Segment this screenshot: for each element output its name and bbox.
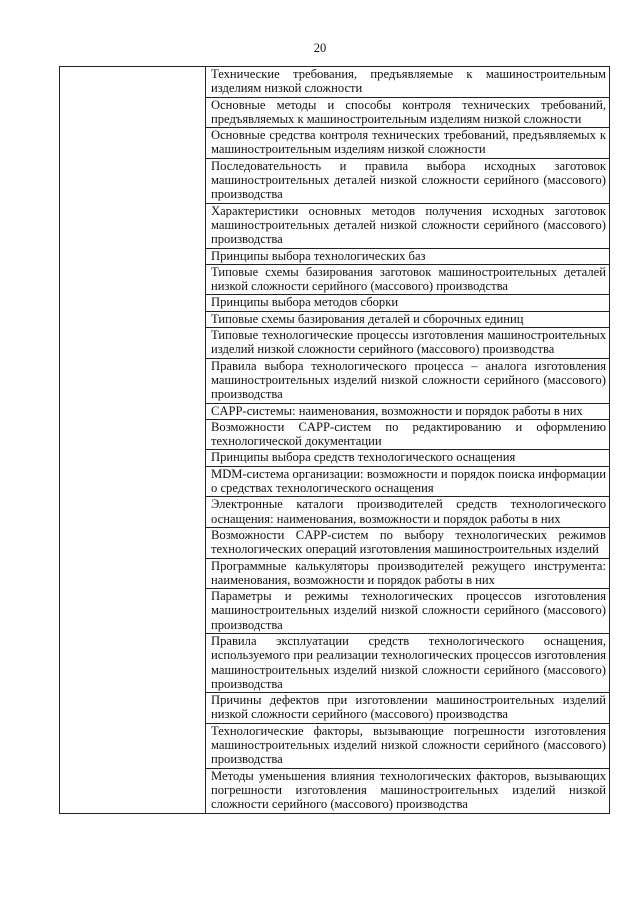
- list-item: Возможности CAPP-систем по выбору технологических режимов технологических операций изготовления машиностроительных изделий: [206, 527, 609, 558]
- list-item: Основные методы и способы контроля технических требований, предъявляемых к машиностроительным изделиям низкой сложности: [206, 97, 609, 128]
- list-item: Правила выбора технологического процесса – аналога изготовления машиностроительных изделий низкой сложности серийного (массового) производства: [206, 358, 609, 403]
- list-item: Правила эксплуатации средств технологического оснащения, используемого при реализации технологических процессов изготовления машиностроительных изделий низкой сложности серийного (массового) производства: [206, 633, 609, 692]
- table-row: [60, 67, 610, 814]
- list-item: Принципы выбора методов сборки: [206, 294, 609, 310]
- list-item: Типовые схемы базирования деталей и сборочных единиц: [206, 311, 609, 327]
- list-item: Программные калькуляторы производителей режущего инструмента: наименования, возможности и порядок работы в них: [206, 558, 609, 589]
- table-left-cell: [60, 67, 206, 814]
- table-right-cell: [206, 67, 610, 814]
- list-item: Причины дефектов при изготовлении машиностроительных изделий низкой сложности серийного (массового) производства: [206, 692, 609, 723]
- list-item: Типовые схемы базирования заготовок машиностроительных деталей низкой сложности серийного (массового) производства: [206, 264, 609, 295]
- requirements-table: [59, 66, 610, 814]
- list-item: Технологические факторы, вызывающие погрешности изготовления машиностроительных изделий низкой сложности серийного (массового) производства: [206, 723, 609, 768]
- page-number: 20: [313, 41, 327, 55]
- list-item: Последовательность и правила выбора исходных заготовок машиностроительных деталей низкой сложности серийного (массового) производства: [206, 158, 609, 203]
- list-item: Электронные каталоги производителей средств технологического оснащения: наименования, возможности и порядок работы в них: [206, 496, 609, 527]
- list-item: Принципы выбора средств технологического оснащения: [206, 449, 609, 465]
- list-item: Параметры и режимы технологических процессов изготовления машиностроительных изделий низкой сложности серийного (массового) производства: [206, 588, 609, 633]
- list-item: Основные средства контроля технических требований, предъявляемых к машиностроительным изделиям низкой сложности: [206, 127, 609, 158]
- list-item: Типовые технологические процессы изготовления машиностроительных изделий низкой сложности серийного (массового) производства: [206, 327, 609, 358]
- list-item: Принципы выбора технологических баз: [206, 248, 609, 264]
- list-item: Характеристики основных методов получения исходных заготовок машиностроительных деталей низкой сложности серийного (массового) производства: [206, 203, 609, 248]
- list-item: CAPP-системы: наименования, возможности и порядок работы в них: [206, 403, 609, 419]
- list-item: Методы уменьшения влияния технологических факторов, вызывающих погрешности изготовления машиностроительных изделий низкой сложности серийного (массового) производства: [206, 768, 609, 813]
- list-item: Возможности CAPP-систем по редактированию и оформлению технологической документации: [206, 419, 609, 450]
- list-item: MDM-система организации: возможности и порядок поиска информации о средствах технологического оснащения: [206, 466, 609, 497]
- list-item: Технические требования, предъявляемые к машиностроительным изделиям низкой сложности: [211, 67, 606, 96]
